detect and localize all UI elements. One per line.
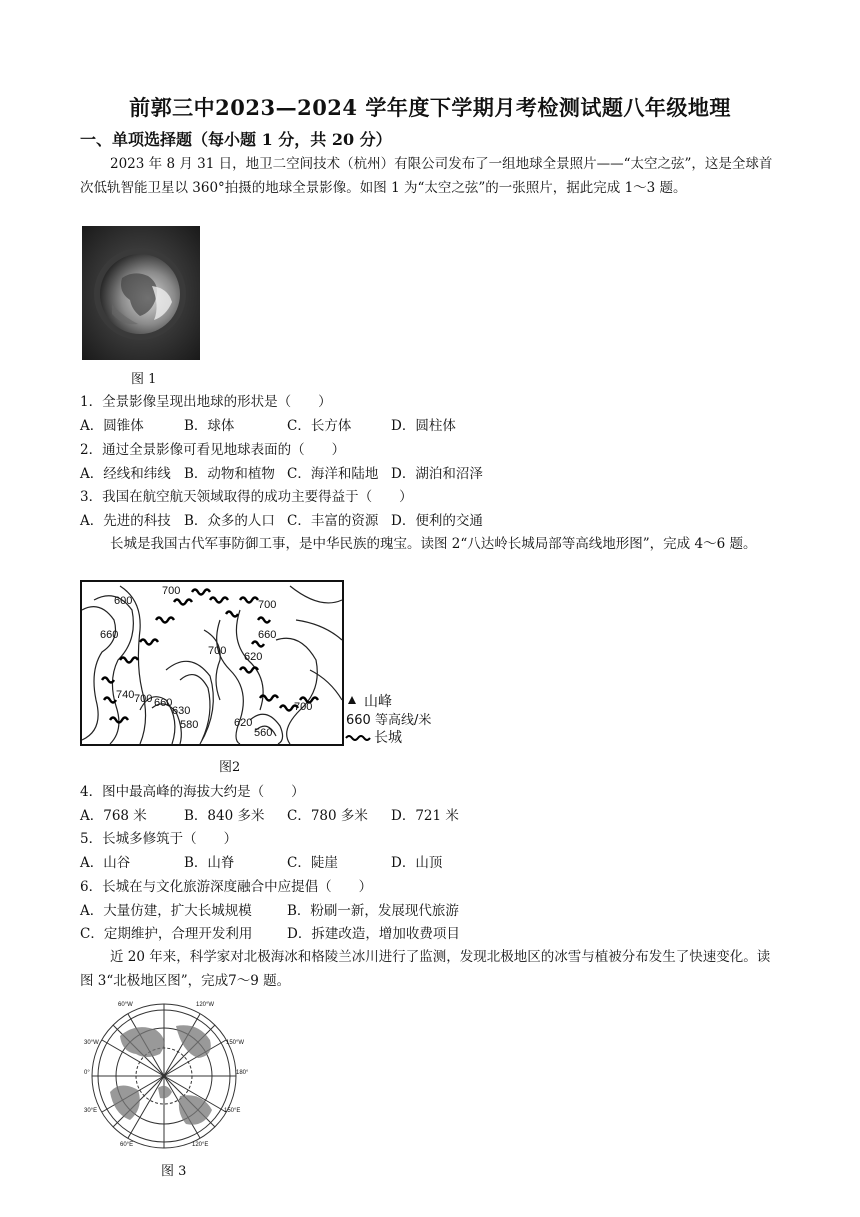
peak-icon (348, 696, 356, 704)
figure-2-caption: 图2 (219, 760, 241, 775)
q2-option-d: D．湖泊和沼泽 (391, 466, 483, 482)
question-3: 3．我国在航空航天领域取得的成功主要得益于（ ） (80, 489, 413, 505)
q6-option-b: B．粉刷一新，发展现代旅游 (287, 903, 459, 919)
q4-option-c: C．780 多米 (287, 808, 368, 824)
contour-label: 560 (254, 727, 273, 739)
contour-label: 700 (258, 599, 277, 611)
contour-label: 700 (208, 645, 227, 657)
exam-title: 前郭三中2023—2024 学年度下学期月考检测试题八年级地理 (129, 95, 731, 120)
longitude-label: 60°E (120, 1142, 134, 1148)
contour-label: 660 (258, 629, 277, 641)
contour-label: 580 (180, 719, 199, 731)
figure-2-legend (346, 694, 431, 746)
question-1: 1．全景影像呈现出地球的形状是（ ） (80, 394, 332, 410)
figure-3-caption: 图 3 (161, 1164, 187, 1179)
figure-1-earth-photo (82, 226, 200, 360)
intro-paragraph-3: 近 20 年来，科学家对北极海冰和格陵兰冰川进行了监测，发现北极地区的冰雪与植被分布发生了快速变化。读图 3“北极地区图”，完成7～9 题。 (80, 949, 771, 989)
contour-label: 700 (162, 585, 181, 597)
contour-label: 740 (116, 689, 135, 701)
q6-option-c: C．定期维护，合理开发利用 (80, 926, 253, 942)
figure-1-caption: 图 1 (131, 372, 157, 387)
longitude-label: 0° (84, 1070, 90, 1076)
legend-peak: 山峰 (364, 694, 392, 710)
q1-option-a: A．圆锥体 (80, 418, 144, 434)
q6-option-a: A．大量仿建，扩大长城规模 (80, 903, 252, 919)
contour-label: 600 (114, 595, 133, 607)
contour-label: 700 (294, 701, 313, 713)
longitude-label: 30°W (84, 1040, 99, 1046)
intro-paragraph-2: 长城是我国古代军事防御工事，是中华民族的瑰宝。读图 2“八达岭长城局部等高线地形图”，完成 4～6 题。 (110, 536, 757, 552)
longitude-label: 120°W (196, 1002, 215, 1008)
legend-wall: 长城 (374, 730, 402, 746)
section-heading: 一、单项选择题（每小题 1 分，共 20 分） (80, 130, 392, 149)
figure-3-arctic-map (80, 996, 248, 1154)
wall-legend-icon (346, 736, 370, 740)
longitude-label: 180° (236, 1070, 248, 1076)
q3-option-d: D．便利的交通 (391, 513, 483, 529)
q3-option-a: A．先进的科技 (80, 513, 171, 529)
longitude-label: 120°E (192, 1142, 209, 1148)
contour-label: 700 (134, 693, 153, 705)
q1-option-b: B．球体 (184, 418, 235, 434)
intro-paragraph-1: 2023 年 8 月 31 日，地卫二空间技术（杭州）有限公司发布了一组地球全景照片——“太空之弦”，这是全球首次低轨智能卫星以 360°拍摄的地球全景影像。如图 1 为“太空之弦”的一张照片，据此完成 1～3 题。 (80, 156, 773, 196)
q3-option-c: C．丰富的资源 (287, 513, 379, 529)
q5-option-d: D．山顶 (391, 855, 443, 871)
q5-option-a: A．山谷 (80, 855, 131, 871)
q1-option-d: D．圆柱体 (391, 418, 456, 434)
contour-label: 620 (234, 717, 253, 729)
longitude-label: 150°E (224, 1108, 241, 1114)
contour-label: 630 (172, 705, 191, 717)
q2-option-b: B．动物和植物 (184, 466, 275, 482)
q2-option-a: A．经线和纬线 (80, 466, 171, 482)
q4-option-a: A．768 米 (80, 808, 147, 824)
q5-option-c: C．陡崖 (287, 855, 338, 871)
question-5: 5．长城多修筑于（ ） (80, 831, 238, 847)
q4-option-d: D．721 米 (391, 808, 459, 824)
figure-2-contour-map (80, 580, 436, 748)
longitude-label: 150°W (226, 1040, 245, 1046)
q3-option-b: B．众多的人口 (184, 513, 275, 529)
longitude-label: 30°E (84, 1108, 98, 1114)
q5-option-b: B．山脊 (184, 855, 235, 871)
q4-option-b: B．840 多米 (184, 808, 265, 824)
q2-option-c: C．海洋和陆地 (287, 466, 379, 482)
question-2: 2．通过全景影像可看见地球表面的（ ） (80, 442, 346, 458)
q1-option-c: C．长方体 (287, 418, 352, 434)
question-6: 6．长城在与文化旅游深度融合中应提倡（ ） (80, 879, 373, 895)
question-4: 4．图中最高峰的海拔大约是（ ） (80, 784, 305, 800)
contour-label: 660 (154, 697, 173, 709)
q6-option-d: D．拆建改造，增加收费项目 (287, 926, 460, 942)
legend-contour: 660 等高线/米 (346, 713, 432, 728)
contour-label: 660 (100, 629, 119, 641)
longitude-label: 60°W (118, 1002, 133, 1008)
contour-label: 620 (244, 651, 263, 663)
